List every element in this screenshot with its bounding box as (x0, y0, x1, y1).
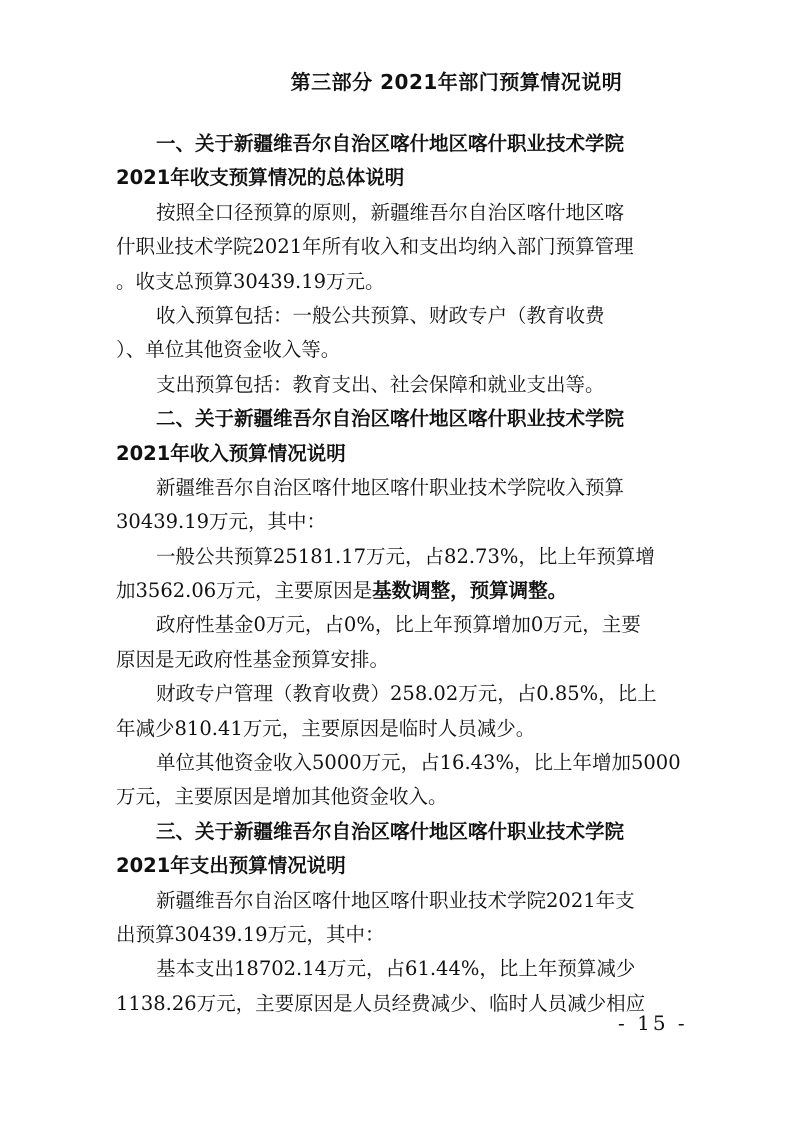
text-line-content: 政府性基金0万元，占0%，比上年预算增加0万元，主要 (156, 613, 641, 637)
text-line-content: 收入预算包括：一般公共预算、财政专户（教育收费 (156, 303, 605, 327)
text-line-content: 30439.19万元，其中： (116, 510, 327, 534)
text-line-content: 三、关于新疆维吾尔自治区喀什地区喀什职业技术学院 (156, 819, 625, 843)
text-line-content: 加3562.06万元，主要原因是 (116, 579, 373, 603)
text-line (116, 952, 676, 986)
text-line (116, 471, 676, 505)
text-line-content: 一般公共预算25181.17万元，占82.73%，比上年预算增 (156, 544, 655, 568)
document-body (116, 127, 681, 1021)
text-line (116, 161, 676, 195)
text-line-content: 新疆维吾尔自治区喀什地区喀什职业技术学院收入预算 (156, 475, 625, 499)
text-line-content: 年减少810.41万元，主要原因是临时人员减少。 (116, 716, 536, 740)
text-line-content: 财政专户管理（教育收费）258.02万元，占0.85%，比上 (156, 682, 657, 706)
text-line (116, 230, 676, 264)
text-line (116, 333, 676, 367)
text-line (116, 884, 676, 918)
text-line (116, 299, 676, 333)
text-line (116, 368, 676, 402)
text-line-content: 2021年收支预算情况的总体说明 (116, 166, 405, 190)
text-line (116, 987, 676, 1021)
text-line-content: 1138.26万元，主要原因是人员经费减少、临时人员减少相应 (116, 991, 646, 1015)
text-line (116, 712, 676, 746)
text-line (116, 643, 676, 677)
text-line (116, 437, 676, 471)
text-line (116, 540, 676, 574)
text-line-content: 二、关于新疆维吾尔自治区喀什地区喀什职业技术学院 (156, 407, 625, 431)
text-line-content: 按照全口径预算的原则，新疆维吾尔自治区喀什地区喀 (156, 200, 625, 224)
text-line (116, 677, 676, 711)
text-line (116, 849, 676, 883)
text-line (116, 815, 676, 849)
text-line (116, 196, 676, 230)
text-line (116, 127, 676, 161)
text-line (116, 505, 676, 539)
text-line (116, 780, 676, 814)
text-line-content: 支出预算包括：教育支出、社会保障和就业支出等。 (156, 372, 605, 396)
text-line-content: 基本支出18702.14万元，占61.44%，比上年预算减少 (156, 957, 636, 981)
text-line (116, 746, 681, 780)
text-line-content: 什职业技术学院2021年所有收入和支出均纳入部门预算管理 (116, 235, 634, 259)
text-line-content: 出预算30439.19万元，其中： (116, 922, 385, 946)
text-line-content: 单位其他资金收入5000万元，占16.43%，比上年增加5000 (156, 751, 681, 775)
text-line (116, 574, 676, 608)
text-line-content: 。收支总预算30439.19万元。 (116, 269, 385, 293)
text-line (116, 402, 676, 436)
text-line-content: 原因是无政府性基金预算安排。 (116, 647, 390, 671)
page-title: 第三部分 2021年部门预算情况说明 (290, 70, 623, 94)
text-line (116, 265, 676, 299)
text-line (116, 608, 676, 642)
text-line-content: 新疆维吾尔自治区喀什地区喀什职业技术学院2021年支 (156, 888, 635, 912)
text-line-content: 一、关于新疆维吾尔自治区喀什地区喀什职业技术学院 (156, 132, 625, 155)
emphasized-text: 基数调整，预算调整。 (372, 579, 568, 603)
text-line-content: ）、单位其他资金收入等。 (116, 338, 341, 362)
text-line-content: 2021年收入预算情况说明 (116, 441, 346, 465)
page-number: - 15 - (618, 1011, 688, 1035)
text-line-content: 2021年支出预算情况说明 (116, 854, 346, 878)
text-line-content: 万元，主要原因是增加其他资金收入。 (116, 785, 448, 809)
text-line (116, 918, 676, 952)
